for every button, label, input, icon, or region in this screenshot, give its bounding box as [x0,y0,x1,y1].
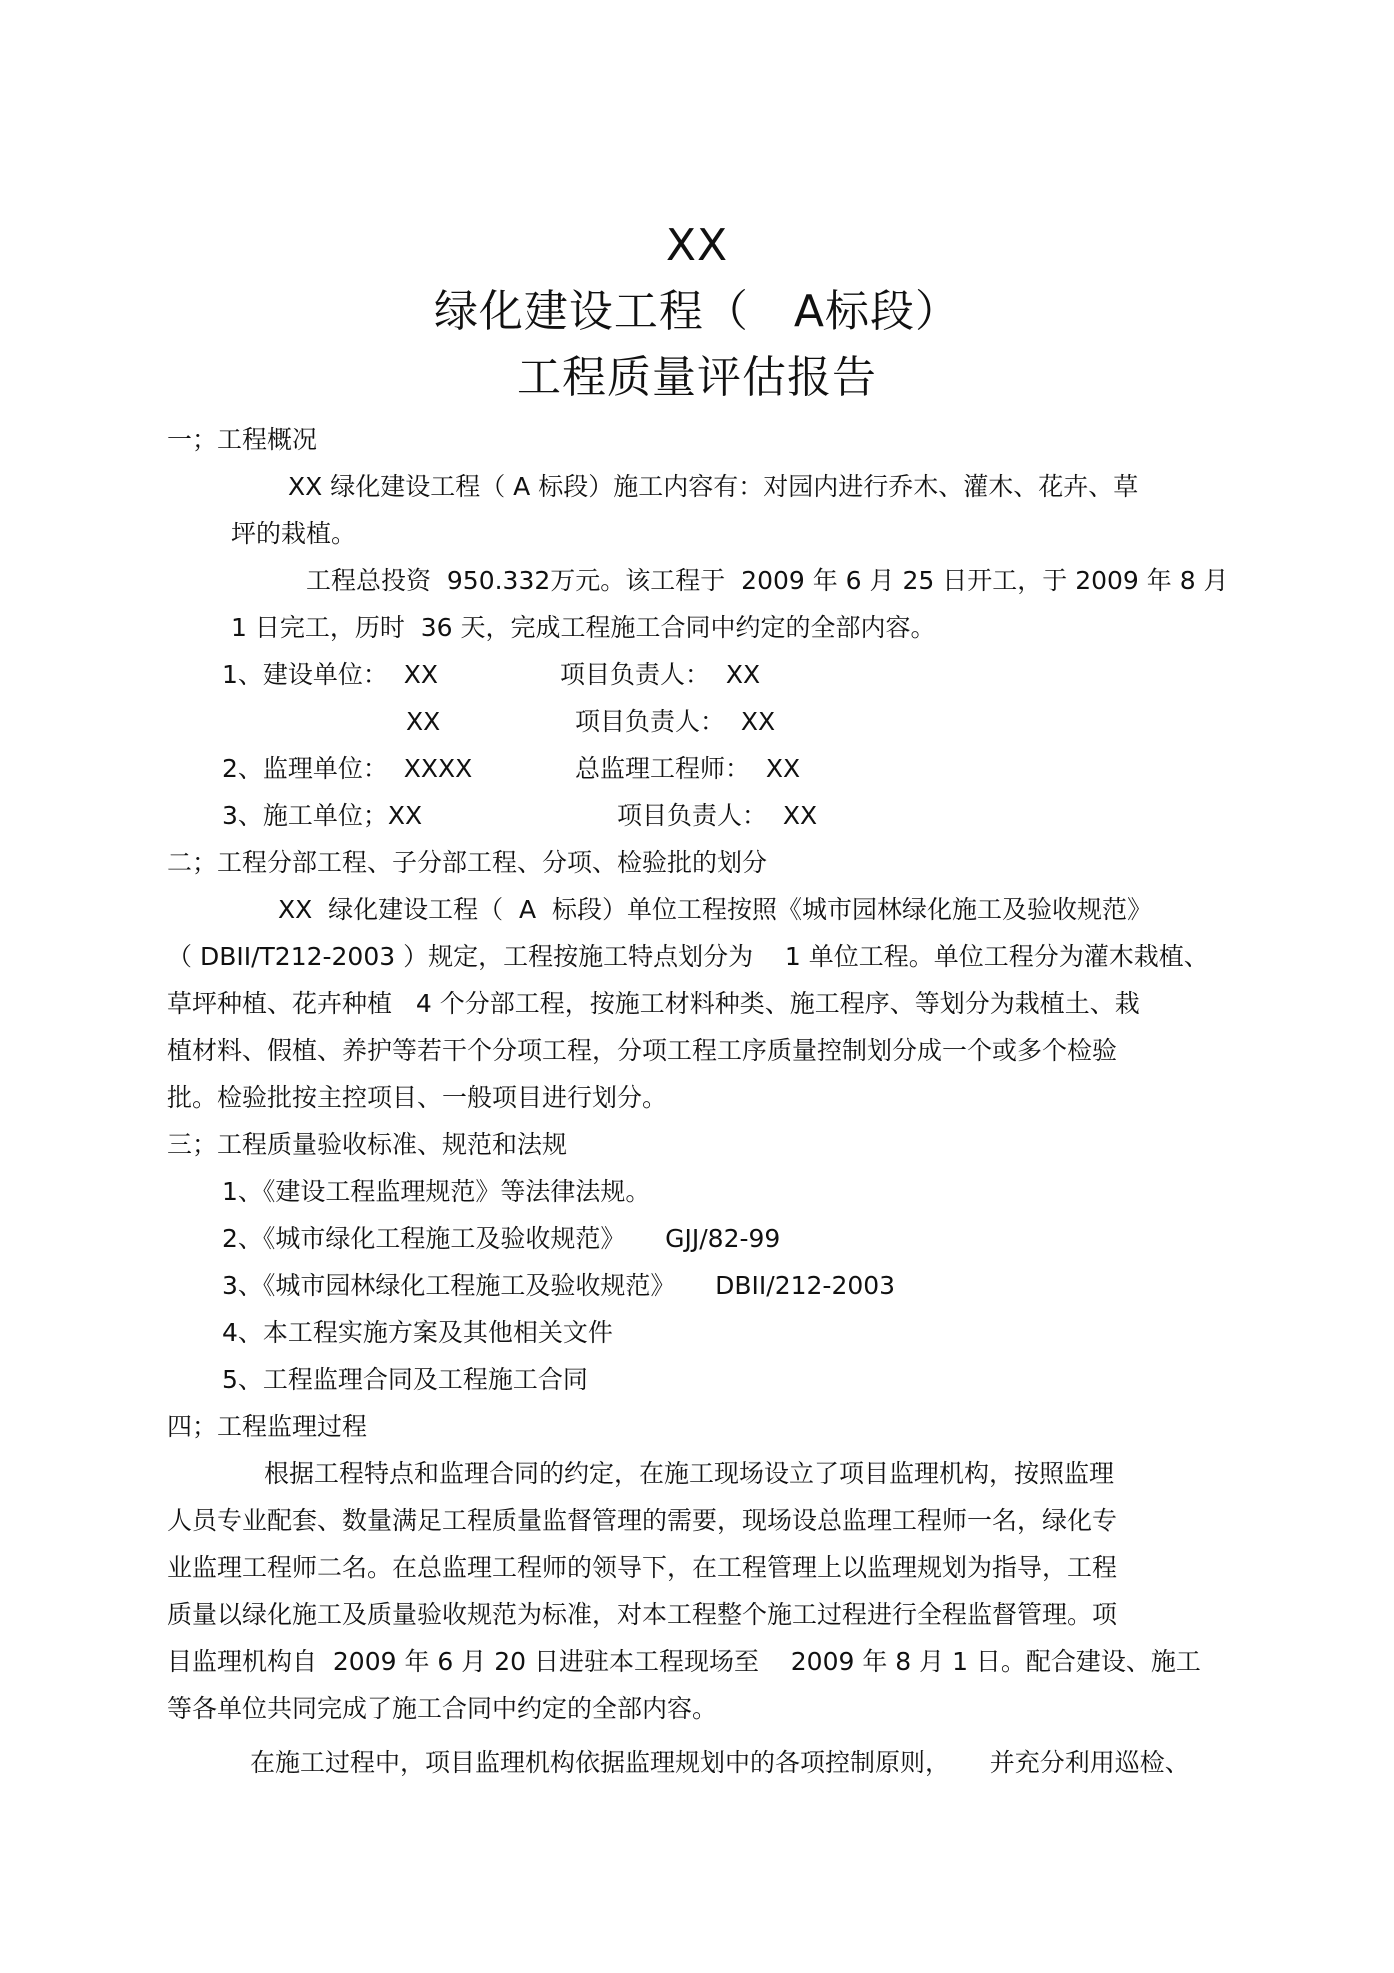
standard-item: 1、《建设工程监理规范》等法律法规。 [222,1177,651,1206]
section4-heading: 四；工程监理过程 [167,1412,368,1441]
standard-item: 5、工程监理合同及工程施工合同 [222,1365,588,1394]
section4-line1: 根据工程特点和监理合同的约定，在施工现场设立了项目监理机构，按照监理 [264,1459,1115,1488]
section4-line6: 等各单位共同完成了施工合同中约定的全部内容。 [167,1694,718,1723]
item3-responsible: 项目负责人： XX [617,801,818,830]
section1-heading: 一；工程概况 [167,425,318,454]
section4-line2: 人员专业配套、数量满足工程质量监督管理的需要，现场设总监理工程师一名，绿化专 [167,1506,1118,1535]
item1b-responsible: 项目负责人： XX [575,707,776,736]
standard-item: 2、《城市绿化工程施工及验收规范》 GJJ/82-99 [222,1224,781,1253]
section2-line5: 批。检验批按主控项目、一般项目进行划分。 [167,1083,668,1112]
title-line-3: 工程质量评估报告 [517,352,877,403]
section1-para1-line2: 坪的栽植。 [231,519,357,548]
section2-heading: 二；工程分部工程、子分部工程、分项、检验批的划分 [167,848,768,877]
standard-item: 3、《城市园林绿化工程施工及验收规范》 DBII/212-2003 [222,1271,896,1300]
section4-line3: 业监理工程师二名。在总监理工程师的领导下，在工程管理上以监理规划为指导，工程 [167,1553,1118,1582]
item3-label: 3、施工单位；XX [222,801,423,830]
standard-item: 4、本工程实施方案及其他相关文件 [222,1318,613,1347]
section4-line4: 质量以绿化施工及质量验收规范为标准，对本工程整个施工过程进行全程监督管理。项 [167,1600,1118,1629]
section3-heading: 三；工程质量验收标准、规范和法规 [167,1130,568,1159]
item2-responsible: 总监理工程师： XX [575,754,801,783]
section2-line3: 草坪种植、花卉种植 4 个分部工程，按施工材料种类、施工程序、等划分为栽植土、栽 [167,989,1140,1018]
section2-line2: （ DBII/T212-2003 ）规定，工程按施工特点划分为 1 单位工程。单位工程分为灌木栽植、 [167,942,1209,971]
section4-line5: 目监理机构自 2009 年 6 月 20 日进驻本工程现场至 2009 年 8 月 1 日。配合建设、施工 [167,1647,1201,1676]
section1-para2-line1: 工程总投资 950.332万元。该工程于 2009 年 6 月 25 日开工，于 2009 年 8 月 [306,566,1229,595]
section4-line7: 在施工过程中，项目监理机构依据监理规划中的各项控制原则， 并充分利用巡检、 [250,1748,1190,1777]
item1-label: 1、建设单位： XX [222,660,439,689]
item1-responsible: 项目负责人： XX [560,660,761,689]
item2-label: 2、监理单位： XXXX [222,754,473,783]
title-line-2: 绿化建设工程（ A标段） [433,286,961,337]
section1-para1-line1: XX 绿化建设工程（ A 标段）施工内容有：对园内进行乔木、灌木、花卉、草 [288,472,1139,501]
section1-para2-line2: 1 日完工，历时 36 天，完成工程施工合同中约定的全部内容。 [231,613,936,642]
section2-line4: 植材料、假植、养护等若干个分项工程，分项工程工序质量控制划分成一个或多个检验 [167,1036,1118,1065]
section2-line1: XX 绿化建设工程（ A 标段）单位工程按照《城市园林绿化施工及验收规范》 [278,895,1153,924]
title-line-1: XX [665,220,729,271]
item1b-label: XX [406,707,441,736]
